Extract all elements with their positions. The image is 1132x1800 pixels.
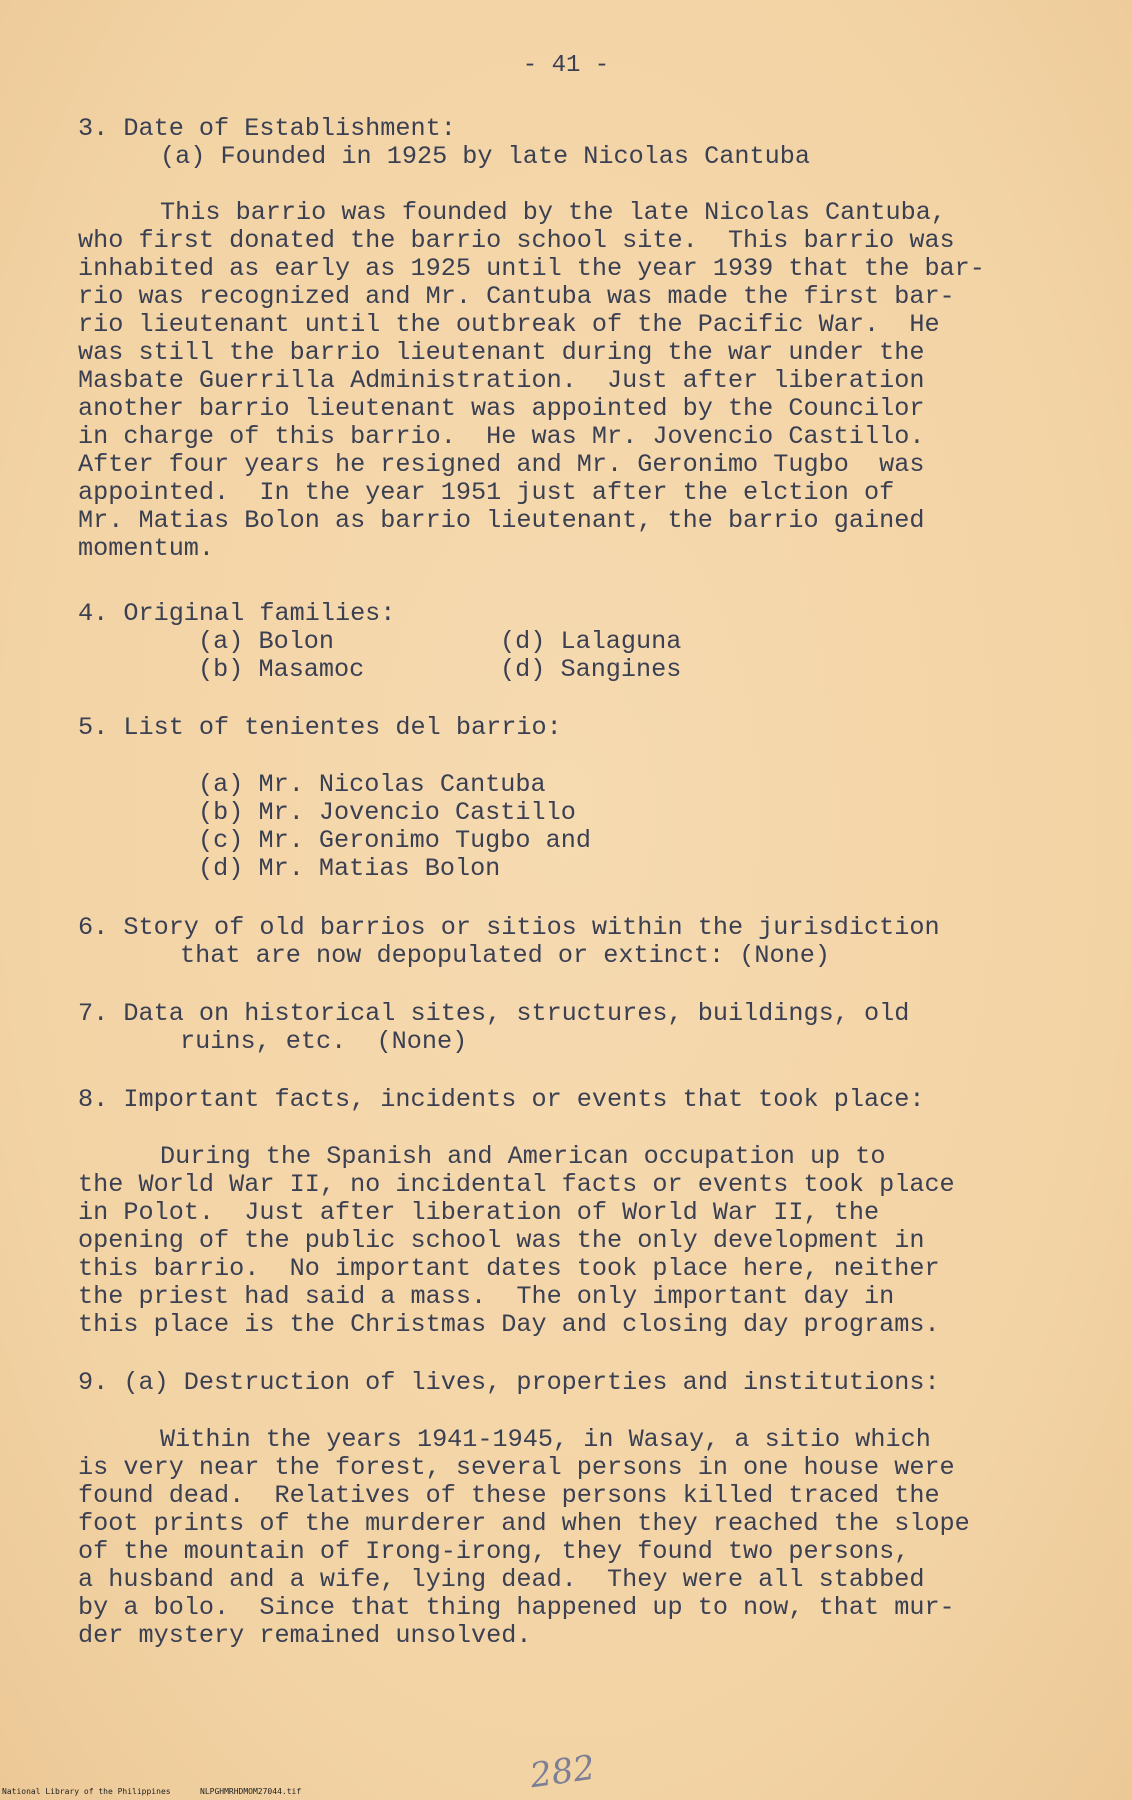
text-line: opening of the public school was the only development in xyxy=(78,1226,925,1255)
text-line: is very near the forest, several persons in one house were xyxy=(78,1453,955,1482)
item4-heading: 4. Original families: xyxy=(78,599,396,628)
item7-line2: ruins, etc. (None) xyxy=(180,1027,468,1056)
item8-heading: 8. Important facts, incidents or events that took place: xyxy=(78,1085,925,1114)
page-number: - 41 - xyxy=(522,52,610,79)
text-line: momentum. xyxy=(78,534,215,563)
text-line: Mr. Matias Bolon as barrio lieutenant, the barrio gained xyxy=(78,506,925,535)
text-line: the priest had said a mass. The only important day in xyxy=(78,1282,895,1311)
text-line: Within the years 1941-1945, in Wasay, a sitio which xyxy=(160,1425,931,1454)
text-line: a husband and a wife, lying dead. They were all stabbed xyxy=(78,1565,925,1594)
teniente-item: (b) Mr. Jovencio Castillo xyxy=(198,798,576,827)
item5-heading: 5. List of tenientes del barrio: xyxy=(78,713,562,742)
text-line: in Polot. Just after liberation of World War II, the xyxy=(78,1198,880,1227)
family-item: (d) Lalaguna xyxy=(500,627,682,656)
text-line: During the Spanish and American occupation up to xyxy=(160,1142,886,1171)
family-item: (d) Sangines xyxy=(500,655,682,684)
text-line: another barrio lieutenant was appointed by the Councilor xyxy=(78,394,925,423)
handwritten-page-number: 282 xyxy=(527,1747,598,1797)
footer-filename: NLPGHMRHDMOM27044.tif xyxy=(200,1787,302,1796)
text-line: by a bolo. Since that thing happened up to now, that mur- xyxy=(78,1593,955,1622)
text-line: foot prints of the murderer and when they reached the slope xyxy=(78,1509,970,1538)
item3-sub: (a) Founded in 1925 by late Nicolas Cantuba xyxy=(160,142,810,171)
footer-library: National Library of the Philippines xyxy=(2,1787,171,1796)
text-line: this barrio. No important dates took place here, neither xyxy=(78,1254,940,1283)
text-line: in charge of this barrio. He was Mr. Jovencio Castillo. xyxy=(78,422,925,451)
text-line: rio was recognized and Mr. Cantuba was made the first bar- xyxy=(78,282,955,311)
text-line: der mystery remained unsolved. xyxy=(78,1621,532,1650)
text-line: found dead. Relatives of these persons killed traced the xyxy=(78,1481,940,1510)
text-line: After four years he resigned and Mr. Geronimo Tugbo was xyxy=(78,450,925,479)
item3-heading: 3. Date of Establishment: xyxy=(78,114,456,143)
text-line: who first donated the barrio school site. This barrio was xyxy=(78,226,955,255)
text-line: of the mountain of Irong-irong, they found two persons, xyxy=(78,1537,910,1566)
teniente-item: (a) Mr. Nicolas Cantuba xyxy=(198,770,546,799)
item6-line1: 6. Story of old barrios or sitios within the jurisdiction xyxy=(78,913,940,942)
text-line: This barrio was founded by the late Nicolas Cantuba, xyxy=(160,198,946,227)
family-item: (b) Masamoc xyxy=(198,655,365,684)
text-line: appointed. In the year 1951 just after the elction of xyxy=(78,478,895,507)
text-line: was still the barrio lieutenant during the war under the xyxy=(78,338,925,367)
text-line: rio lieutenant until the outbreak of the Pacific War. He xyxy=(78,310,940,339)
text-line: inhabited as early as 1925 until the year 1939 that the bar- xyxy=(78,254,985,283)
teniente-item: (c) Mr. Geronimo Tugbo and xyxy=(198,826,591,855)
text-line: this place is the Christmas Day and closing day programs. xyxy=(78,1310,940,1339)
item6-line2: that are now depopulated or extinct: (None) xyxy=(180,941,830,970)
teniente-item: (d) Mr. Matias Bolon xyxy=(198,854,501,883)
text-line: the World War II, no incidental facts or events took place xyxy=(78,1170,955,1199)
text-line: Masbate Guerrilla Administration. Just after liberation xyxy=(78,366,925,395)
family-item: (a) Bolon xyxy=(198,627,335,656)
item7-line1: 7. Data on historical sites, structures, buildings, old xyxy=(78,999,910,1028)
item9-heading: 9. (a) Destruction of lives, properties and institutions: xyxy=(78,1368,940,1397)
